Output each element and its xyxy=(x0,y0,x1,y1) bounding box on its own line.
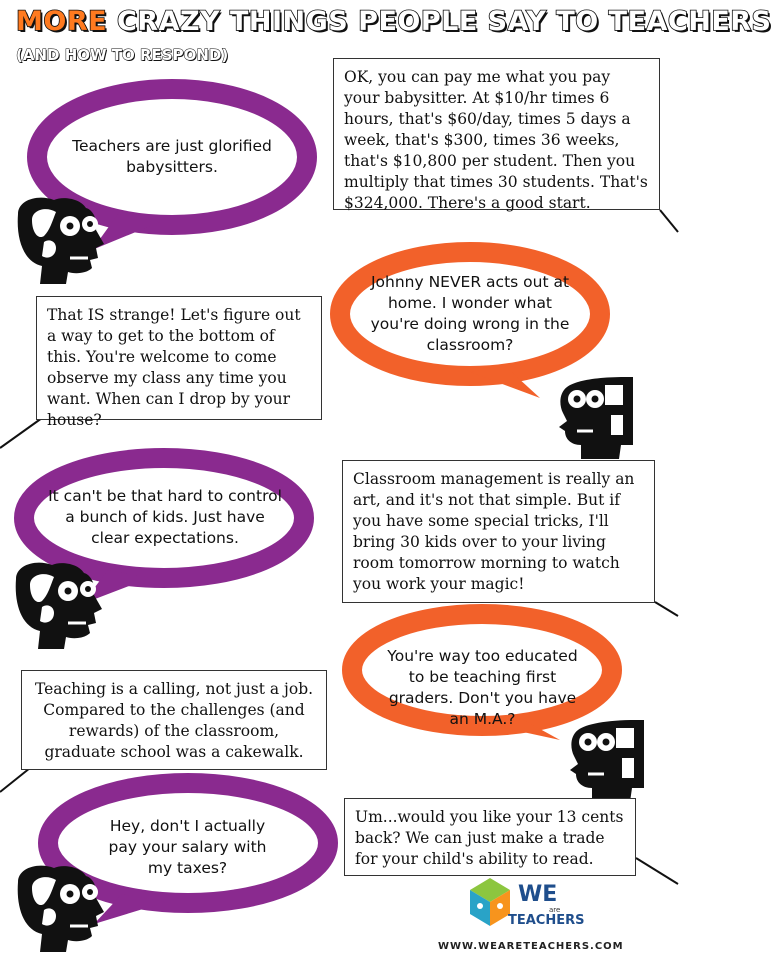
page-subtitle: (AND HOW TO RESPOND) xyxy=(16,46,229,64)
website-url: WWW.WEARETEACHERS.COM xyxy=(438,941,624,952)
response-box-5: Um...would you like your 13 cents back? We can just make a trade for your child's ability to read. xyxy=(344,798,636,876)
person-profile-icon-right xyxy=(570,720,644,802)
response-box-3: Classroom management is really an art, and it's not that simple. But if you have some special tricks, I'll bring 30 kids over to your living room tomorrow morning to watch you work your magic! xyxy=(342,460,655,603)
person-profile-icon-right xyxy=(559,377,633,459)
cube-logo-icon xyxy=(470,878,510,926)
response-box-2: That IS strange! Let's figure out a way to get to the bottom of this. You're welcome to come observe my class any time you want. When can I drop by your house? xyxy=(36,296,322,420)
logo-are: are xyxy=(549,906,561,914)
logo-we: WE xyxy=(518,882,558,907)
title-accent: MORE xyxy=(16,6,108,37)
logo-teachers: TEACHERS xyxy=(508,913,585,928)
comment-text-5: Hey, don't I actually pay your salary with my taxes? xyxy=(108,817,267,877)
title-rest: CRAZY THINGS PEOPLE SAY TO TEACHERS xyxy=(107,6,772,37)
response-box-4: Teaching is a calling, not just a job. Compared to the challenges (and rewards) of the classroom, graduate school was a cakewalk. xyxy=(21,670,327,770)
comment-text-2: Johnny NEVER acts out at home. I wonder what you're doing wrong in the classroom? xyxy=(370,273,570,354)
comment-text-1: Teachers are just glorified babysitters. xyxy=(72,137,272,176)
comment-text-3: It can't be that hard to control a bunch of kids. Just have clear expectations. xyxy=(48,487,282,547)
response-box-1: OK, you can pay me what you pay your babysitter. At $10/hr times 6 hours, that's $60/day, times 5 days a week, that's $300, times 36 weeks, that's $10,800 per student. Then you multiply that times 30 students. That's $324,000. There's a good start. xyxy=(333,58,660,210)
comment-text-4: You're way too educated to be teaching first graders. Don't you have an M.A.? xyxy=(387,647,578,728)
